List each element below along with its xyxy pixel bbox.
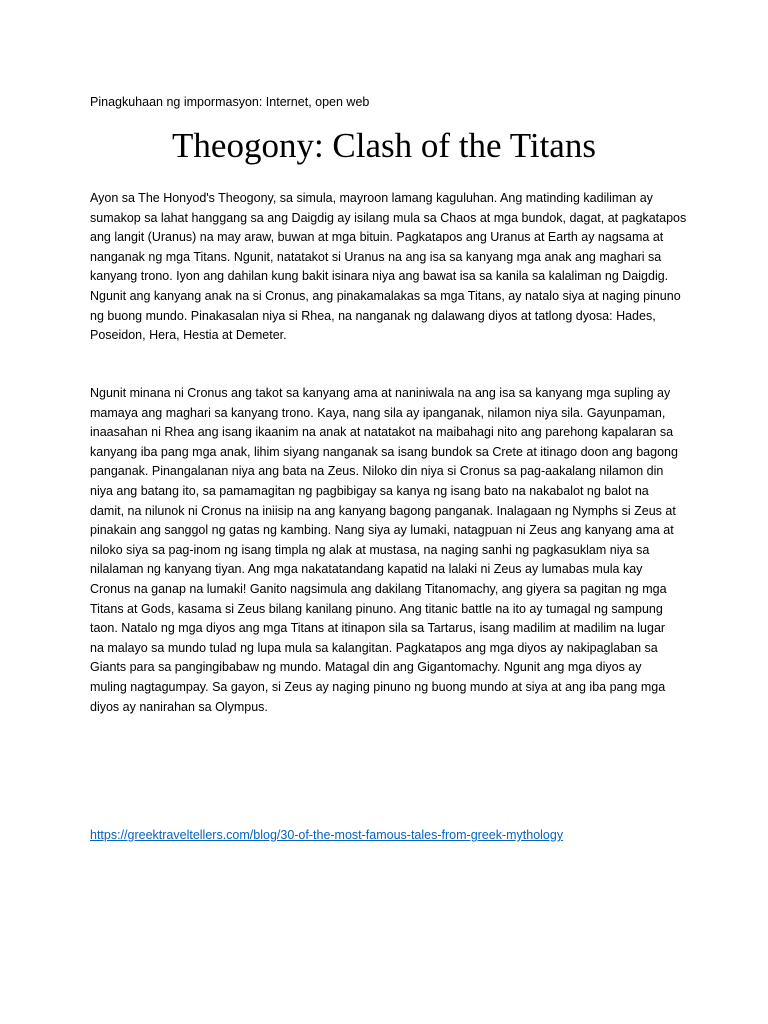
page-title: Theogony: Clash of the Titans [172,126,596,165]
paragraph-line: Ngunit minana ni Cronus ang takot sa kanyang ama at naniniwala na ang isa sa kanyang mga supling ay [90,386,671,400]
paragraph-line: Poseidon, Hera, Hestia at Demeter. [90,328,287,343]
paragraph-line: niloko siya sa pag-inom ng isang timpla ng alak at mustasa, na naging sanhi ng pagkasuklam niya sa [90,542,650,557]
paragraph-line: Ngunit ang kanyang anak na si Cronus, ang pinakamalakas sa mga Titans, ay natalo siya at naging pinuno [90,288,681,303]
source-line: Pinagkuhaan ng impormasyon: Internet, open web [90,95,370,109]
paragraph-line: muling nagtagumpay. Sa gayon, si Zeus ay naging pinuno ng buong mundo at siya at ang iba pang mga [90,679,666,694]
paragraph-line: panganak. Pinangalanan niya ang bata na Zeus. Niloko din niya si Cronus sa pag-aakalang nilamon din [90,464,664,479]
paragraph-line: Titans at Gods, kasama si Zeus bilang kanilang pinuno. Ang titanic battle na ito ay tumagal ng sampung [90,601,663,616]
source-link[interactable]: https://greektraveltellers.com/blog/30-of-the-most-famous-tales-from-greek-mythology [90,828,564,842]
paragraph-line: inaasahan ni Rhea ang isang ikaanim na anak at natatakot na maibahagi nito ang parehong kapalaran sa [90,425,674,440]
paragraph-line: ang langit (Uranus) na may araw, buwan at mga bituin. Pagkatapos ang Uranus at Earth ay nagsama at [90,230,664,245]
paragraph-2 [90,384,685,717]
paragraph-line: kanyang trono. Iyon ang dahilan kung bakit isinara niya ang bawat isa sa kanila sa kalaliman ng Daigdig. [90,269,669,284]
paragraph-line: na malayo sa mundo tulad ng lupa mula sa kalangitan. Pagkatapos ang mga diyos ay nakipaglaban sa [90,640,658,655]
paragraph-line: niya ang batang ito, sa pamamagitan ng pagbibigay sa kanya ng isang bato na nakabalot ng balot na [90,483,649,498]
paragraph-line: Cronus na ganap na lumaki! Ganito nagsimula ang dakilang Titanomachy, ang giyera sa pagitan ng mga [90,581,667,596]
paragraph-line: ng buong mundo. Pinakasalan niya si Rhea, na nanganak ng dalawang diyos at tatlong dyosa: Hades, [90,308,656,323]
paragraph-line: pinakain ang sanggol ng gatas ng kambing. Nang siya ay lumaki, natagpuan ni Zeus ang kanyang ama at [90,523,674,538]
paragraph-line: nilalaman ng kanyang tiyan. Ang mga nakatatandang kapatid na lalaki ni Zeus ay lumabas mula kay [90,562,643,577]
paragraph-line: mamaya ang maghari sa kanyang trono. Kaya, nang sila ay ipanganak, nilamon niya sila. Gayunpaman, [90,405,666,420]
paragraph-line: Giants para sa pangingibabaw ng mundo. Matagal din ang Gigantomachy. Ngunit ang mga diyos ay [90,660,642,675]
paragraph-line: damit, na nilunok ni Cronus na iniisip na ang kanyang bagong panganak. Inalagaan ng Nymphs si Zeus at [90,503,676,518]
paragraph-line: diyos ay nanirahan sa Olympus. [90,699,268,714]
paragraph-line: Ayon sa The Honyod's Theogony, sa simula, mayroon lamang kaguluhan. Ang matinding kadiliman ay [90,191,653,205]
paragraph-line: taon. Natalo ng mga diyos ang mga Titans at itinapon sila sa Tartarus, isang madilim at madilim na lugar [90,621,666,636]
paragraph-line: sumakop sa lahat hanggang sa ang Daigdig ay isilang mula sa Chaos at mga bundok, dagat, at pagkatapos [90,210,687,225]
paragraph-1 [90,189,685,346]
paragraph-line: nanganak ng mga Titans. Ngunit, natatakot si Uranus na ang isa sa kanyang mga anak ang maghari sa [90,249,662,264]
paragraph-line: kanyang iba pang mga anak, lihim siyang nanganak sa isang bundok sa Crete at itinago doon ang bagong [90,444,678,459]
